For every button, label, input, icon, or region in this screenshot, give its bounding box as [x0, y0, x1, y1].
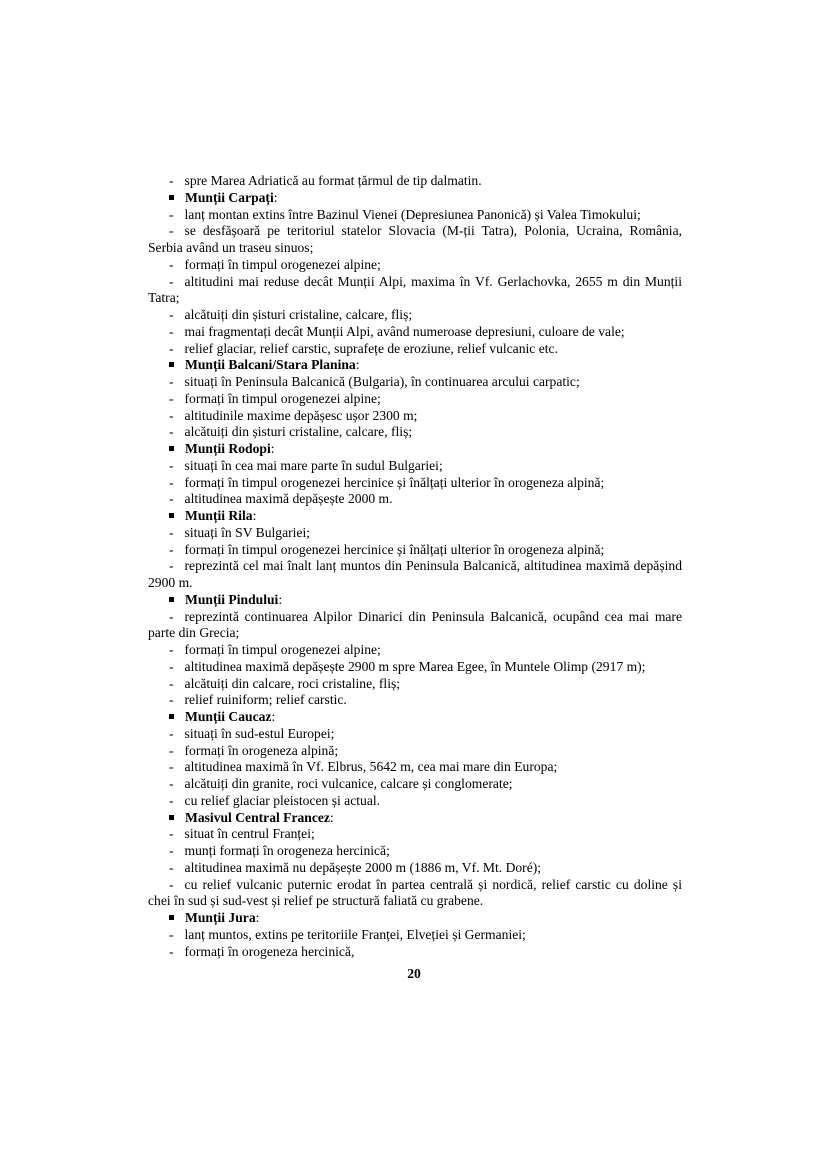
list-item — [148, 558, 682, 592]
square-bullet-icon — [169, 815, 174, 820]
list-item-text: cu relief glaciar pleistocen și actual. — [184, 792, 381, 808]
dash-marker: - — [169, 206, 174, 222]
section-heading — [148, 709, 682, 726]
list-item-text: altitudinea maximă depășește 2900 m spre Marea Egee, în Muntele Olimp (2917 m); — [184, 658, 646, 674]
square-bullet-icon — [169, 446, 174, 451]
list-item — [148, 341, 682, 358]
heading-text: Munții Caucaz — [185, 709, 272, 724]
list-item — [148, 877, 682, 911]
section-heading — [148, 810, 682, 827]
list-item-text: relief ruiniform; relief carstic. — [184, 692, 347, 708]
list-item-text: situat în centrul Franței; — [184, 826, 315, 842]
list-item — [148, 860, 682, 877]
dash-marker: - — [169, 843, 174, 858]
dash-marker: - — [169, 524, 174, 540]
list-item — [148, 525, 682, 542]
text-block — [148, 173, 682, 960]
dash-marker: - — [169, 642, 174, 657]
list-item — [148, 793, 682, 810]
list-item — [148, 491, 682, 508]
list-item-text: altitudini mai reduse decât Munții Alpi, maxima în Vf. Gerlachovka, 2655 m din Munții Tatra; — [148, 273, 682, 306]
list-item-text: spre Marea Adriatică au format țărmul de tip dalmatin. — [184, 173, 482, 188]
list-item — [148, 692, 682, 709]
list-item — [148, 274, 682, 308]
list-item-text: formați în timpul orogenezei hercinice și înălțați ulterior în orogeneza alpină; — [184, 541, 605, 557]
dash-marker: - — [169, 173, 174, 188]
heading-suffix: : — [329, 809, 334, 825]
list-item-text: alcătuiți din șisturi cristaline, calcare, fliș; — [184, 424, 413, 440]
list-item — [148, 642, 682, 659]
list-item — [148, 743, 682, 760]
list-item-text: situați în sud-estul Europei; — [184, 725, 335, 741]
dash-marker: - — [169, 256, 174, 272]
heading-suffix: : — [271, 709, 276, 724]
heading-suffix: : — [273, 189, 278, 205]
list-item — [148, 424, 682, 441]
list-item-text: altitudinea maximă în Vf. Elbrus, 5642 m, cea mai mare din Europa; — [184, 759, 558, 775]
list-item — [148, 609, 682, 643]
heading-suffix: : — [278, 591, 283, 607]
list-item — [148, 307, 682, 324]
list-item — [148, 223, 682, 257]
list-item-text: formați în timpul orogenezei alpine; — [184, 642, 381, 657]
dash-marker: - — [169, 759, 174, 775]
dash-marker: - — [169, 675, 174, 691]
dash-marker: - — [169, 390, 174, 406]
page-number: 20 — [407, 966, 421, 981]
dash-marker: - — [169, 943, 174, 959]
list-item — [148, 207, 682, 224]
list-item — [148, 776, 682, 793]
list-item — [148, 659, 682, 676]
list-item — [148, 475, 682, 492]
list-item-text: formați în timpul orogenezei alpine; — [184, 256, 381, 272]
section-heading — [148, 441, 682, 458]
heading-text: Munții Jura — [185, 910, 256, 925]
dash-marker: - — [169, 307, 174, 322]
section-heading — [148, 592, 682, 609]
list-item-text: formați în timpul orogenezei hercinice și înălțați ulterior în orogeneza alpină; — [184, 474, 605, 490]
list-item-text: munți formați în orogeneza hercinică; — [184, 843, 390, 858]
dash-marker: - — [169, 792, 174, 808]
list-item-text: lanț muntos, extins pe teritoriile Franței, Elveției și Germaniei; — [184, 926, 526, 942]
heading-suffix: : — [270, 441, 275, 456]
dash-marker: - — [169, 223, 174, 239]
dash-marker: - — [169, 541, 174, 557]
list-item-text: mai fragmentați decât Munții Alpi, având numeroase depresiuni, culoare de vale; — [184, 323, 625, 339]
list-item — [148, 173, 682, 190]
list-item — [148, 826, 682, 843]
dash-marker: - — [169, 859, 174, 875]
list-item-text: reprezintă cel mai înalt lanț muntos din Peninsula Balcanică, altitudinea maximă depășind 2900 m. — [148, 558, 682, 590]
heading-suffix: : — [355, 357, 360, 373]
dash-marker: - — [169, 273, 174, 289]
list-item — [148, 944, 682, 961]
heading-text: Munții Rila — [185, 508, 253, 523]
list-item — [148, 759, 682, 776]
list-item — [148, 257, 682, 274]
list-item — [148, 408, 682, 425]
dash-marker: - — [169, 742, 174, 758]
dash-marker: - — [169, 608, 174, 624]
list-item — [148, 726, 682, 743]
list-item-text: alcătuiți din granite, roci vulcanice, calcare și conglomerate; — [184, 776, 513, 791]
heading-text: Munții Rodopi — [185, 441, 271, 456]
heading-text: Masivul Central Francez — [185, 809, 330, 825]
dash-marker: - — [169, 323, 174, 339]
dash-marker: - — [169, 457, 174, 473]
square-bullet-icon — [169, 513, 174, 518]
heading-text: Munții Balcani/Stara Planina — [185, 357, 356, 373]
list-item-text: situați în cea mai mare parte în sudul Bulgariei; — [184, 457, 443, 473]
heading-text: Munții Carpați — [185, 189, 274, 205]
section-heading — [148, 190, 682, 207]
list-item-text: situați în Peninsula Balcanică (Bulgaria), în continuarea arcului carpatic; — [184, 374, 580, 389]
list-item-text: relief glaciar, relief carstic, suprafețe de eroziune, relief vulcanic etc. — [184, 340, 558, 356]
list-item-text: alcătuiți din șisturi cristaline, calcare, fliș; — [184, 307, 413, 322]
dash-marker: - — [169, 658, 174, 674]
list-item-text: situați în SV Bulgariei; — [184, 524, 311, 540]
list-item-text: se desfășoară pe teritoriul statelor Slovacia (M-ții Tatra), Polonia, Ucraina, România, Serbia având un traseu sinuos; — [148, 223, 682, 255]
list-item — [148, 843, 682, 860]
list-item — [148, 458, 682, 475]
dash-marker: - — [169, 474, 174, 490]
list-item — [148, 324, 682, 341]
square-bullet-icon — [169, 195, 174, 200]
dash-marker: - — [169, 926, 174, 942]
heading-text: Munții Pindului — [185, 591, 279, 607]
dash-marker: - — [169, 374, 174, 389]
dash-marker: - — [169, 558, 174, 574]
heading-suffix: : — [255, 910, 260, 925]
list-item — [148, 676, 682, 693]
dash-marker: - — [169, 826, 174, 842]
list-item — [148, 374, 682, 391]
list-item-text: reprezintă continuarea Alpilor Dinarici din Peninsula Balcanică, ocupând cea mai mare parte din Grecia; — [148, 608, 682, 641]
square-bullet-icon — [169, 362, 174, 367]
dash-marker: - — [169, 692, 174, 708]
dash-marker: - — [169, 776, 174, 791]
heading-suffix: : — [252, 508, 257, 523]
list-item — [148, 391, 682, 408]
list-item-text: formați în orogeneza alpină; — [184, 742, 339, 758]
list-item-text: formați în orogeneza hercinică, — [184, 943, 355, 959]
dash-marker: - — [169, 491, 174, 507]
section-heading — [148, 508, 682, 525]
section-heading — [148, 357, 682, 374]
dash-marker: - — [169, 725, 174, 741]
list-item-text: altitudinea maximă nu depășește 2000 m (1886 m, Vf. Mt. Doré); — [184, 859, 542, 875]
list-item — [148, 927, 682, 944]
square-bullet-icon — [169, 915, 174, 920]
dash-marker: - — [169, 407, 174, 423]
section-heading — [148, 910, 682, 927]
list-item-text: lanț montan extins între Bazinul Vienei (Depresiunea Panonică) și Valea Timokului; — [184, 206, 641, 222]
list-item-text: altitudinile maxime depășesc ușor 2300 m; — [184, 407, 418, 423]
square-bullet-icon — [169, 597, 174, 602]
list-item — [148, 542, 682, 559]
list-item-text: alcătuiți din calcare, roci cristaline, fliș; — [184, 675, 401, 691]
list-item-text: altitudinea maximă depășește 2000 m. — [184, 491, 393, 507]
square-bullet-icon — [169, 714, 174, 719]
list-item-text: formați în timpul orogenezei alpine; — [184, 390, 381, 406]
list-item-text: cu relief vulcanic puternic erodat în partea centrală și nordică, relief carstic cu doline și chei în sud și sud-vest și relief pe structură faliată cu grabene. — [148, 876, 682, 909]
dash-marker: - — [169, 340, 174, 356]
dash-marker: - — [169, 424, 174, 440]
dash-marker: - — [169, 876, 174, 892]
